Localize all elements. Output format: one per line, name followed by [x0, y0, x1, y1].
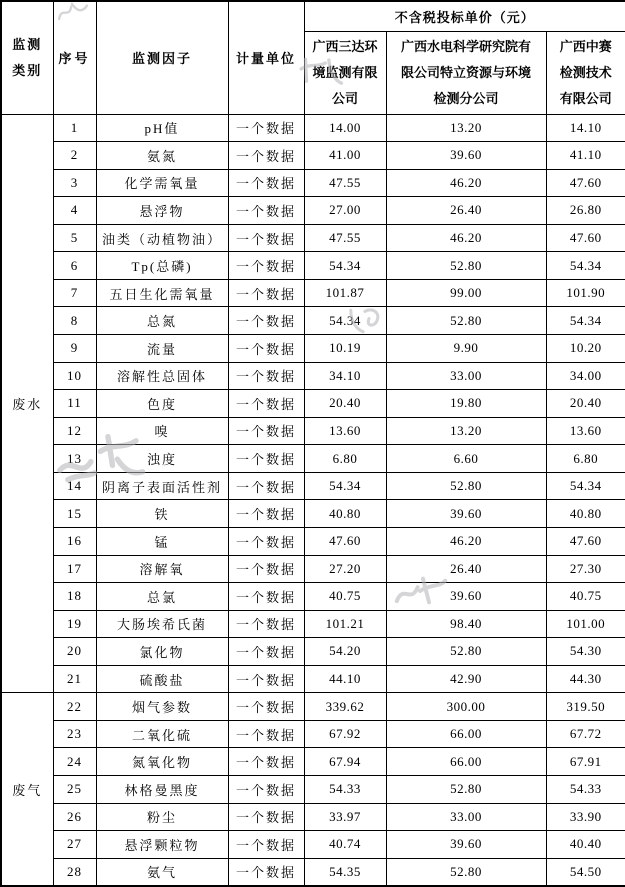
index-cell: 3 [53, 169, 96, 197]
header-category: 监测类别 [1, 1, 53, 114]
unit-cell: 一个数据 [228, 417, 304, 445]
factor-cell: 大肠埃希氏菌 [96, 610, 228, 638]
table-row [1, 638, 625, 666]
price-cell-bidder-2: 46.20 [386, 527, 546, 555]
price-cell-bidder-1: 54.35 [304, 858, 386, 886]
factor-cell: 总氯 [96, 583, 228, 611]
factor-cell: 阴离子表面活性剂 [96, 472, 228, 500]
table-row [1, 417, 625, 445]
price-cell-bidder-2: 66.00 [386, 720, 546, 748]
price-cell-bidder-2: 39.60 [386, 500, 546, 528]
table-row [1, 445, 625, 473]
table-row [1, 252, 625, 280]
factor-cell: 五日生化需氧量 [96, 279, 228, 307]
index-cell: 1 [53, 114, 96, 142]
factor-cell: 氨氮 [96, 142, 228, 170]
price-cell-bidder-1: 20.40 [304, 390, 386, 418]
index-cell: 15 [53, 500, 96, 528]
index-cell: 22 [53, 693, 96, 721]
index-cell: 5 [53, 224, 96, 252]
price-cell-bidder-3: 47.60 [546, 169, 625, 197]
unit-cell: 一个数据 [228, 693, 304, 721]
price-cell-bidder-3: 27.30 [546, 555, 625, 583]
table-row [1, 803, 625, 831]
price-cell-bidder-3: 54.34 [546, 472, 625, 500]
category-cell: 废气 [1, 693, 53, 886]
factor-cell: 浊度 [96, 445, 228, 473]
price-cell-bidder-1: 54.34 [304, 307, 386, 335]
price-cell-bidder-1: 47.60 [304, 527, 386, 555]
price-cell-bidder-1: 27.00 [304, 197, 386, 225]
price-cell-bidder-3: 10.20 [546, 335, 625, 363]
index-cell: 4 [53, 197, 96, 225]
price-cell-bidder-3: 44.30 [546, 665, 625, 693]
table-row [1, 169, 625, 197]
price-cell-bidder-3: 47.60 [546, 527, 625, 555]
price-cell-bidder-2: 19.80 [386, 390, 546, 418]
factor-cell: Tp(总磷) [96, 252, 228, 280]
index-cell: 11 [53, 390, 96, 418]
price-cell-bidder-2: 39.60 [386, 831, 546, 859]
unit-cell: 一个数据 [228, 527, 304, 555]
price-cell-bidder-1: 27.20 [304, 555, 386, 583]
price-cell-bidder-3: 20.40 [546, 390, 625, 418]
factor-cell: 氮氧化物 [96, 748, 228, 776]
table-row [1, 555, 625, 583]
price-cell-bidder-2: 33.00 [386, 362, 546, 390]
index-cell: 9 [53, 335, 96, 363]
index-cell: 6 [53, 252, 96, 280]
price-cell-bidder-2: 52.80 [386, 307, 546, 335]
price-cell-bidder-1: 54.34 [304, 472, 386, 500]
header-bidder-1: 广西三达环境监测有限公司 [304, 31, 386, 114]
table-row [1, 279, 625, 307]
price-cell-bidder-1: 54.34 [304, 252, 386, 280]
price-cell-bidder-2: 46.20 [386, 169, 546, 197]
unit-cell: 一个数据 [228, 252, 304, 280]
category-cell: 废水 [1, 114, 53, 693]
price-cell-bidder-3: 14.10 [546, 114, 625, 142]
price-cell-bidder-2: 98.40 [386, 610, 546, 638]
price-cell-bidder-1: 67.92 [304, 720, 386, 748]
table-row [1, 610, 625, 638]
price-cell-bidder-1: 47.55 [304, 224, 386, 252]
header-index: 序号 [53, 1, 96, 114]
factor-cell: 林格曼黑度 [96, 776, 228, 804]
index-cell: 28 [53, 858, 96, 886]
index-cell: 17 [53, 555, 96, 583]
unit-cell: 一个数据 [228, 142, 304, 170]
index-cell: 27 [53, 831, 96, 859]
price-cell-bidder-3: 40.80 [546, 500, 625, 528]
price-cell-bidder-1: 6.80 [304, 445, 386, 473]
index-cell: 23 [53, 720, 96, 748]
header-price-group: 不含税投标单价（元） [304, 1, 625, 31]
price-cell-bidder-2: 33.00 [386, 803, 546, 831]
index-cell: 7 [53, 279, 96, 307]
price-cell-bidder-3: 33.90 [546, 803, 625, 831]
table-row [1, 748, 625, 776]
price-cell-bidder-1: 10.19 [304, 335, 386, 363]
price-cell-bidder-2: 52.80 [386, 776, 546, 804]
price-cell-bidder-3: 13.60 [546, 417, 625, 445]
price-cell-bidder-1: 40.74 [304, 831, 386, 859]
factor-cell: 色度 [96, 390, 228, 418]
price-cell-bidder-1: 40.75 [304, 583, 386, 611]
price-cell-bidder-2: 6.60 [386, 445, 546, 473]
price-cell-bidder-2: 42.90 [386, 665, 546, 693]
price-cell-bidder-2: 13.20 [386, 114, 546, 142]
unit-cell: 一个数据 [228, 720, 304, 748]
price-cell-bidder-3: 41.10 [546, 142, 625, 170]
price-cell-bidder-2: 13.20 [386, 417, 546, 445]
unit-cell: 一个数据 [228, 472, 304, 500]
table-row [1, 831, 625, 859]
price-cell-bidder-3: 47.60 [546, 224, 625, 252]
index-cell: 10 [53, 362, 96, 390]
table-row [1, 527, 625, 555]
price-cell-bidder-2: 66.00 [386, 748, 546, 776]
price-cell-bidder-1: 54.20 [304, 638, 386, 666]
unit-cell: 一个数据 [228, 776, 304, 804]
table-row [1, 720, 625, 748]
factor-cell: pH值 [96, 114, 228, 142]
price-cell-bidder-3: 34.00 [546, 362, 625, 390]
table-row [1, 114, 625, 142]
header-bidder-2: 广西水电科学研究院有限公司特立资源与环境检测分公司 [386, 31, 546, 114]
price-cell-bidder-2: 52.80 [386, 638, 546, 666]
header-unit: 计量单位 [228, 1, 304, 114]
factor-cell: 锰 [96, 527, 228, 555]
table-row [1, 472, 625, 500]
price-cell-bidder-3: 26.80 [546, 197, 625, 225]
table-row [1, 858, 625, 886]
header-bidder-3: 广西中赛检测技术有限公司 [546, 31, 625, 114]
price-cell-bidder-1: 101.87 [304, 279, 386, 307]
price-cell-bidder-1: 33.97 [304, 803, 386, 831]
price-cell-bidder-1: 41.00 [304, 142, 386, 170]
price-cell-bidder-3: 101.90 [546, 279, 625, 307]
unit-cell: 一个数据 [228, 169, 304, 197]
price-cell-bidder-1: 339.62 [304, 693, 386, 721]
unit-cell: 一个数据 [228, 610, 304, 638]
price-cell-bidder-3: 6.80 [546, 445, 625, 473]
table-row [1, 362, 625, 390]
price-cell-bidder-3: 67.91 [546, 748, 625, 776]
factor-cell: 烟气参数 [96, 693, 228, 721]
unit-cell: 一个数据 [228, 307, 304, 335]
price-cell-bidder-2: 300.00 [386, 693, 546, 721]
index-cell: 21 [53, 665, 96, 693]
price-cell-bidder-2: 52.80 [386, 858, 546, 886]
index-cell: 12 [53, 417, 96, 445]
price-cell-bidder-3: 67.72 [546, 720, 625, 748]
index-cell: 18 [53, 583, 96, 611]
unit-cell: 一个数据 [228, 362, 304, 390]
unit-cell: 一个数据 [228, 500, 304, 528]
index-cell: 25 [53, 776, 96, 804]
factor-cell: 氯化物 [96, 638, 228, 666]
price-cell-bidder-2: 52.80 [386, 252, 546, 280]
unit-cell: 一个数据 [228, 638, 304, 666]
price-cell-bidder-1: 54.33 [304, 776, 386, 804]
table-row [1, 583, 625, 611]
price-cell-bidder-1: 13.60 [304, 417, 386, 445]
table-row [1, 224, 625, 252]
price-cell-bidder-1: 40.80 [304, 500, 386, 528]
table-row [1, 307, 625, 335]
table-row [1, 197, 625, 225]
price-cell-bidder-1: 34.10 [304, 362, 386, 390]
unit-cell: 一个数据 [228, 748, 304, 776]
index-cell: 13 [53, 445, 96, 473]
table-body [1, 114, 625, 886]
price-cell-bidder-2: 99.00 [386, 279, 546, 307]
index-cell: 16 [53, 527, 96, 555]
index-cell: 2 [53, 142, 96, 170]
table-row [1, 665, 625, 693]
price-cell-bidder-2: 26.40 [386, 197, 546, 225]
table-row [1, 776, 625, 804]
price-cell-bidder-3: 40.75 [546, 583, 625, 611]
factor-cell: 硫酸盐 [96, 665, 228, 693]
factor-cell: 悬浮颗粒物 [96, 831, 228, 859]
price-cell-bidder-2: 26.40 [386, 555, 546, 583]
table-row [1, 693, 625, 721]
price-cell-bidder-3: 54.34 [546, 252, 625, 280]
factor-cell: 铁 [96, 500, 228, 528]
factor-cell: 化学需氧量 [96, 169, 228, 197]
unit-cell: 一个数据 [228, 335, 304, 363]
index-cell: 14 [53, 472, 96, 500]
price-cell-bidder-1: 47.55 [304, 169, 386, 197]
index-cell: 19 [53, 610, 96, 638]
unit-cell: 一个数据 [228, 555, 304, 583]
price-cell-bidder-3: 54.34 [546, 307, 625, 335]
factor-cell: 二氧化硫 [96, 720, 228, 748]
price-cell-bidder-3: 54.30 [546, 638, 625, 666]
unit-cell: 一个数据 [228, 583, 304, 611]
factor-cell: 氨气 [96, 858, 228, 886]
price-cell-bidder-3: 54.33 [546, 776, 625, 804]
price-cell-bidder-1: 14.00 [304, 114, 386, 142]
index-cell: 24 [53, 748, 96, 776]
unit-cell: 一个数据 [228, 197, 304, 225]
factor-cell: 溶解氧 [96, 555, 228, 583]
table-row [1, 335, 625, 363]
factor-cell: 总氮 [96, 307, 228, 335]
price-cell-bidder-3: 319.50 [546, 693, 625, 721]
header-factor: 监测因子 [96, 1, 228, 114]
index-cell: 20 [53, 638, 96, 666]
unit-cell: 一个数据 [228, 445, 304, 473]
unit-cell: 一个数据 [228, 390, 304, 418]
factor-cell: 粉尘 [96, 803, 228, 831]
table-row [1, 390, 625, 418]
factor-cell: 溶解性总固体 [96, 362, 228, 390]
price-cell-bidder-1: 67.94 [304, 748, 386, 776]
unit-cell: 一个数据 [228, 831, 304, 859]
index-cell: 8 [53, 307, 96, 335]
factor-cell: 悬浮物 [96, 197, 228, 225]
unit-cell: 一个数据 [228, 279, 304, 307]
unit-cell: 一个数据 [228, 665, 304, 693]
factor-cell: 流量 [96, 335, 228, 363]
unit-cell: 一个数据 [228, 224, 304, 252]
unit-cell: 一个数据 [228, 114, 304, 142]
table-row [1, 500, 625, 528]
price-cell-bidder-2: 46.20 [386, 224, 546, 252]
unit-cell: 一个数据 [228, 858, 304, 886]
factor-cell: 嗅 [96, 417, 228, 445]
unit-cell: 一个数据 [228, 803, 304, 831]
price-cell-bidder-3: 40.40 [546, 831, 625, 859]
table-row [1, 142, 625, 170]
price-cell-bidder-2: 39.60 [386, 583, 546, 611]
price-cell-bidder-3: 101.00 [546, 610, 625, 638]
price-cell-bidder-1: 44.10 [304, 665, 386, 693]
price-cell-bidder-1: 101.21 [304, 610, 386, 638]
price-cell-bidder-2: 39.60 [386, 142, 546, 170]
header-row-top [1, 1, 625, 31]
price-cell-bidder-3: 54.50 [546, 858, 625, 886]
factor-cell: 油类（动植物油） [96, 224, 228, 252]
price-cell-bidder-2: 9.90 [386, 335, 546, 363]
index-cell: 26 [53, 803, 96, 831]
price-cell-bidder-2: 52.80 [386, 472, 546, 500]
